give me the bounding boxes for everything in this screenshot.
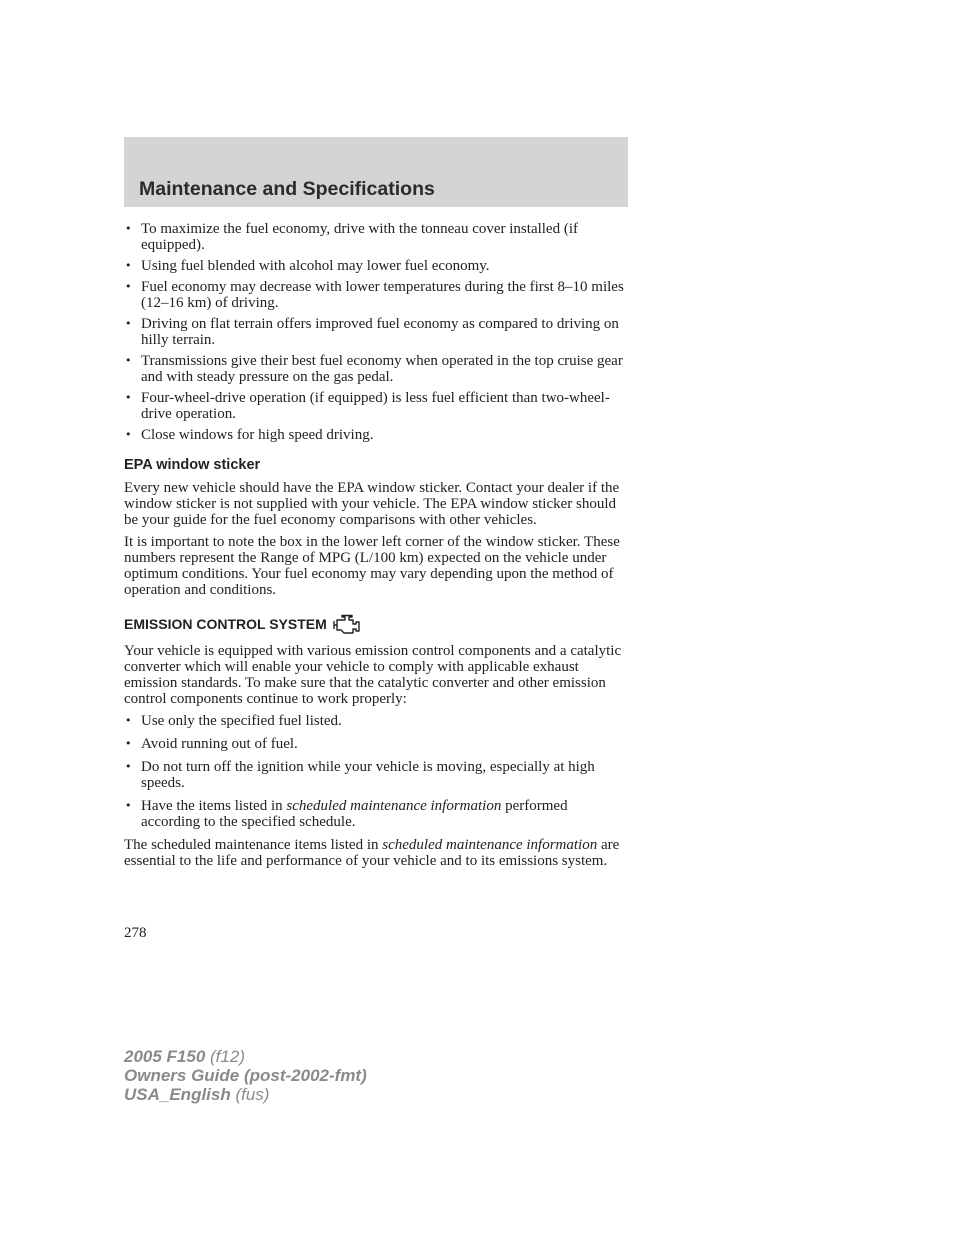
bullet-icon: • [125, 222, 132, 235]
epa-paragraph: Every new vehicle should have the EPA window sticker. Contact your dealer if the window sticker is not supplied with your vehicle. The EPA window sticker should be your guide for the fuel economy comparisons with other vehicles. [124, 480, 620, 528]
emission-control-heading [124, 614, 628, 634]
scheduled-maintenance-reference: scheduled maintenance information [286, 798, 502, 814]
footer-line: 2005 F150 (f12) [124, 1047, 245, 1066]
list-item: • Using fuel blended with alcohol may lower fuel economy. [125, 258, 490, 274]
emission-tips-list [124, 713, 628, 830]
footer-line: Owners Guide (post-2002-fmt) [124, 1066, 367, 1085]
list-item: • Have the items listed in scheduled maintenance information performed according to the specified schedule. [125, 798, 568, 830]
bullet-icon: • [125, 280, 132, 293]
list-item: • Close windows for high speed driving. [125, 427, 374, 443]
emission-intro: Your vehicle is equipped with various emission control components and a catalytic converter which will enable your vehicle to comply with applicable exhaust emission standards. To make sure that the catalytic converter and other emission control components continue to work properly: [124, 643, 622, 707]
bullet-icon: • [125, 391, 132, 404]
section-header-band [124, 137, 628, 207]
bullet-icon: • [125, 428, 132, 441]
list-item: • Fuel economy may decrease with lower temperatures during the first 8–10 miles (12–16 km) of driving. [125, 279, 624, 311]
footer-line: USA_English (fus) [124, 1085, 270, 1104]
emission-closing: The scheduled maintenance items listed in scheduled maintenance information are essential to the life and performance of your vehicle and to its emissions system. [124, 837, 620, 869]
bullet-icon: • [125, 714, 132, 727]
bullet-icon: • [125, 799, 132, 812]
emission-heading-text: EMISSION CONTROL SYSTEM [124, 616, 327, 632]
scheduled-maintenance-reference: scheduled maintenance information [382, 837, 598, 853]
epa-paragraph: It is important to note the box in the lower left corner of the window sticker. These numbers represent the Range of MPG (L/100 km) expected on the vehicle under optimum conditions. Your fuel economy may vary depending upon the method of operation and conditions. [124, 534, 620, 598]
bullet-icon: • [125, 317, 132, 330]
list-item: • Four-wheel-drive operation (if equipped) is less fuel efficient than two-wheel-drive operation. [125, 390, 610, 422]
document-footer [124, 1047, 367, 1104]
list-item: • Transmissions give their best fuel economy when operated in the top cruise gear and with steady pressure on the gas pedal. [125, 353, 623, 385]
list-item: • Do not turn off the ignition while your vehicle is moving, especially at high speeds. [125, 759, 595, 791]
bullet-icon: • [125, 737, 132, 750]
page-content [124, 221, 628, 875]
bullet-icon: • [125, 354, 132, 367]
bullet-icon: • [125, 760, 132, 773]
fuel-economy-tips-list [124, 221, 628, 443]
list-item: • Driving on flat terrain offers improved fuel economy as compared to driving on hilly terrain. [125, 316, 619, 348]
list-item: • Avoid running out of fuel. [125, 736, 298, 752]
bullet-icon: • [125, 259, 132, 272]
list-item: • Use only the specified fuel listed. [125, 713, 342, 729]
page-number: 278 [124, 925, 147, 941]
epa-sticker-heading: EPA window sticker [124, 457, 261, 473]
list-item: • To maximize the fuel economy, drive with the tonneau cover installed (if equipped). [125, 221, 578, 253]
section-title: Maintenance and Specifications [139, 178, 435, 200]
check-engine-icon [331, 614, 361, 634]
